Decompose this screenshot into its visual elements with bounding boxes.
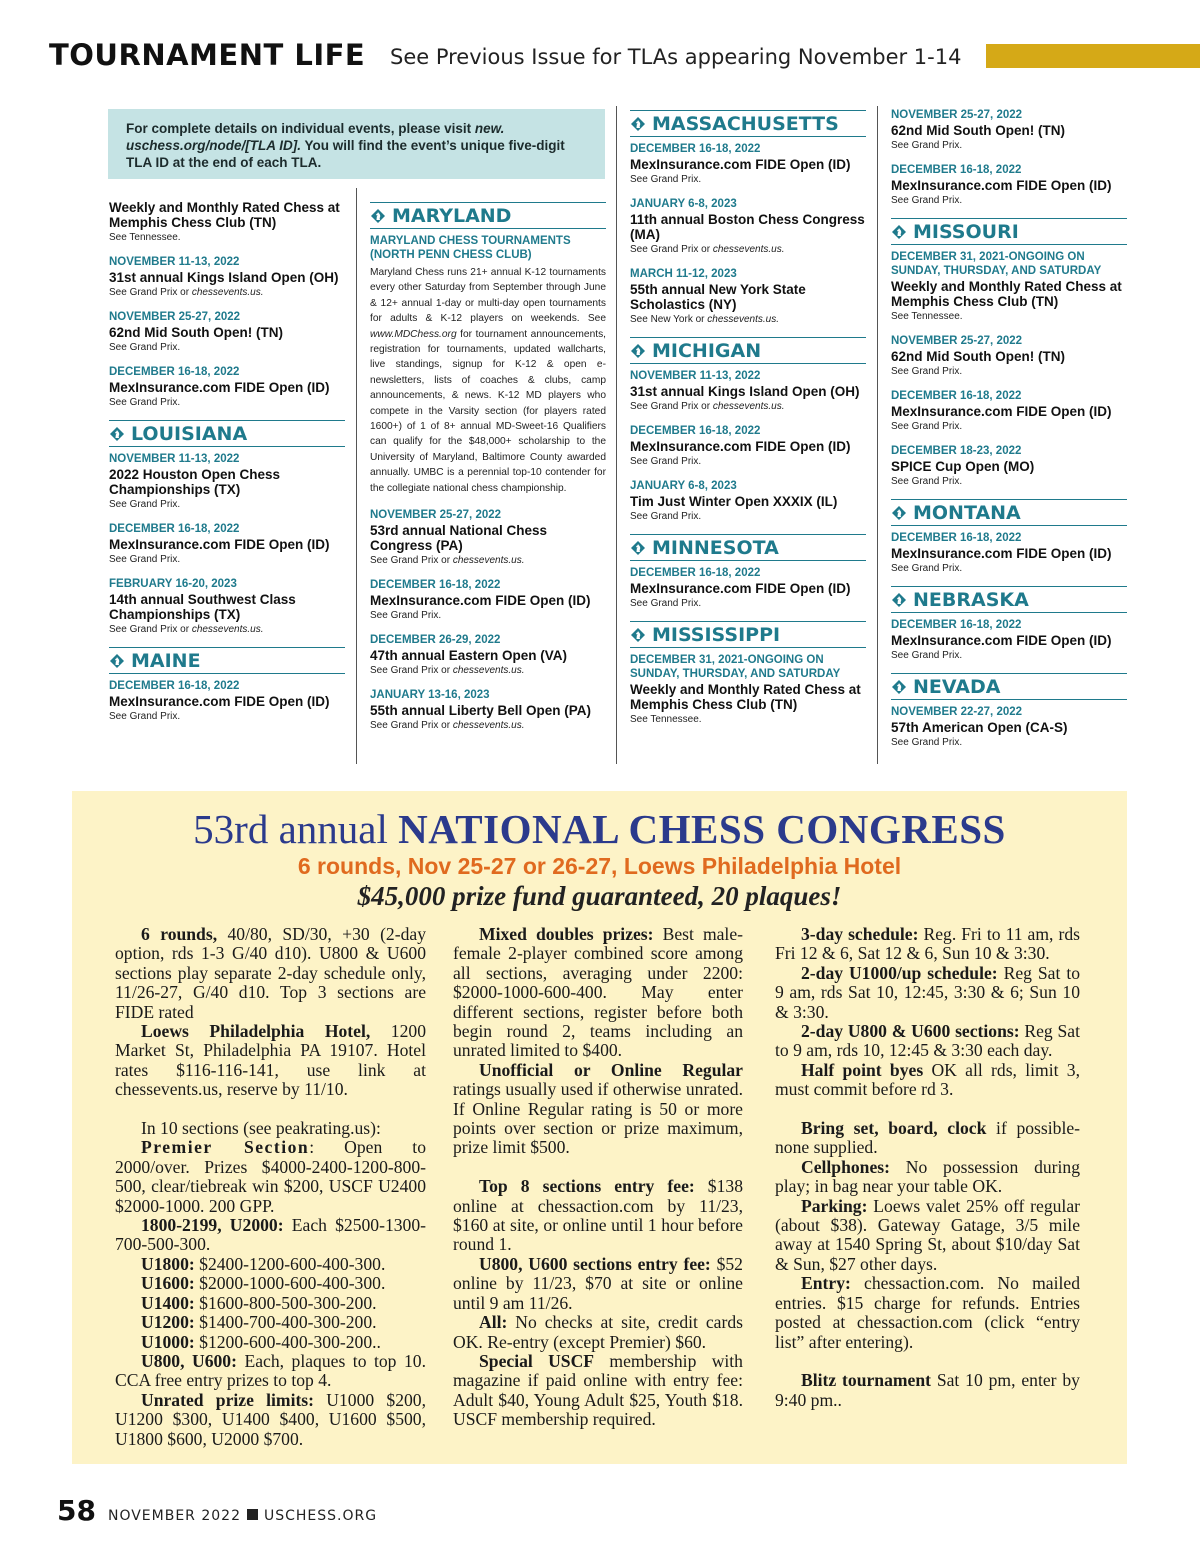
event-reference: See Grand Prix. <box>109 711 181 722</box>
ad-paragraph: Unofficial or Online Regular ratings usually used if otherwise unrated. If Online Regular rating is 50 or more points over section or prize maximum, prize limit $500. <box>453 1059 743 1158</box>
listing-column-1 <box>109 199 345 734</box>
event-name: Weekly and Monthly Rated Chess at Memphis Chess Club (TN) <box>109 200 340 230</box>
chess-knight-icon <box>891 505 907 521</box>
event-listing <box>370 633 606 677</box>
state-heading-nebraska: NEBRASKA <box>891 586 1127 613</box>
event-name: 53rd annual National Chess Congress (PA) <box>370 523 548 554</box>
event-listing <box>630 653 866 726</box>
listing-column-3 <box>630 102 866 737</box>
event-date: DECEMBER 16-18, 2022 <box>630 567 761 579</box>
state-heading-missouri: MISSOURI <box>891 218 1127 245</box>
event-listing <box>891 444 1127 488</box>
event-name: 57th American Open (CA-S) <box>891 720 1068 735</box>
event-name: MexInsurance.com FIDE Open (ID) <box>109 380 330 395</box>
event-listing <box>370 688 606 732</box>
event-date: DECEMBER 16-18, 2022 <box>630 425 761 437</box>
page-number: 58 <box>57 1494 96 1527</box>
ad-paragraph: Half point byes OK all rds, limit 3, must commit before rd 3. <box>775 1059 1080 1100</box>
ad-paragraph: Premier Section: Open to 2000/over. Prizes $4000-2400-1200-800-500, clear/tiebreak win $200, USCF U2400 $2000-1000. 200 GPP. <box>115 1137 426 1216</box>
event-date: DECEMBER 16-18, 2022 <box>891 619 1022 631</box>
event-name: Tim Just Winter Open XXXIX (IL) <box>630 494 838 509</box>
state-heading-nevada: NEVADA <box>891 673 1127 700</box>
event-name: 62nd Mid South Open! (TN) <box>891 123 1065 138</box>
state-heading-montana: MONTANA <box>891 499 1127 526</box>
event-reference: See Grand Prix. <box>891 195 963 206</box>
event-reference: See New York or chessevents.us. <box>630 314 779 325</box>
square-separator-icon <box>247 1509 258 1520</box>
event-reference: See Grand Prix. <box>891 421 963 432</box>
event-date: JANUARY 6-8, 2023 <box>630 198 737 210</box>
event-listing <box>891 250 1127 323</box>
event-date: DECEMBER 31, 2021-ONGOING ON SUNDAY, THURSDAY, AND SATURDAY <box>630 654 841 680</box>
ad-paragraph: Top 8 sections entry fee: $138 online at chessaction.com by 11/23, $160 at site, or online until 1 hour before round 1. <box>453 1176 743 1255</box>
event-reference: See Grand Prix or chessevents.us. <box>370 720 525 732</box>
event-reference: See Grand Prix or chessevents.us. <box>370 665 525 677</box>
event-date: DECEMBER 16-18, 2022 <box>109 523 240 535</box>
ad-paragraph: U800, U600 sections entry fee: $52 online by 11/23, $70 at site or online until 9 am 11/26. <box>453 1253 743 1313</box>
ad-paragraph: Entry: chessaction.com. No mailed entries. $15 charge for refunds. Entries posted at chessaction.com (click “entry list” after entering). <box>775 1273 1080 1352</box>
event-name: MexInsurance.com FIDE Open (ID) <box>891 546 1112 561</box>
event-date: DECEMBER 16-18, 2022 <box>891 164 1022 176</box>
ad-paragraph: Mixed doubles prizes: Best male-female 2-player combined score among all sections, averaging under 2200: $2000-1000-600-400. May enter different sections, register before both begin round 2, teams including an unrated limited to $400. <box>453 924 743 1061</box>
ad-paragraph: Loews Philadelphia Hotel, 1200 Market St, Philadelphia PA 19107. Hotel rates $116-116-141, use link at chessevents.us, reserve by 11/10. <box>115 1021 426 1100</box>
ad-paragraph: Special USCF membership with magazine if paid online with entry fee: Adult $40, Young Adult $25, Youth $18. USCF membership required. <box>453 1350 743 1430</box>
ad-paragraph: 6 rounds, 40/80, SD/30, +30 (2-day option, rds 1-3 G/40 d10). U800 & U600 sections play separate 2-day schedule only, 11/26-27, G/40 d10. Top 3 sections are FIDE rated <box>115 924 426 1022</box>
state-heading-mississippi: MISSISSIPPI <box>630 621 866 648</box>
event-date: JANUARY 6-8, 2023 <box>630 480 737 492</box>
state-heading-michigan: MICHIGAN <box>630 337 866 364</box>
ad-paragraph: In 10 sections (see peakrating.us): <box>141 1118 381 1139</box>
ad-paragraph: U1000: $1200-600-400-300-200.. <box>141 1331 381 1352</box>
event-listing <box>630 197 866 256</box>
event-reference: See Tennessee. <box>630 714 702 725</box>
event-name: MexInsurance.com FIDE Open (ID) <box>891 178 1112 193</box>
tla-url: new. uschess.org/node/[TLA ID]. <box>126 121 505 153</box>
event-date: DECEMBER 16-18, 2022 <box>891 390 1022 402</box>
event-date: NOVEMBER 25-27, 2022 <box>891 109 1023 121</box>
event-listing <box>109 452 345 511</box>
event-listing <box>630 142 866 186</box>
event-listing <box>109 310 345 354</box>
event-date: NOVEMBER 25-27, 2022 <box>109 311 241 323</box>
ad-paragraph: 3-day schedule: Reg. Fri to 11 am, rds Fri 12 & 6, Sat 12 & 6, Sun 10 & 3:30. <box>775 924 1080 964</box>
event-reference: See Grand Prix. <box>630 174 702 185</box>
event-listing <box>109 679 345 723</box>
event-name: MexInsurance.com FIDE Open (ID) <box>630 157 851 172</box>
ad-column-3 <box>775 925 1080 1410</box>
tla-info-note: For complete details on individual events, please visit new. uschess.org/node/[TLA ID]. You will find the event’s unique five-digit TLA ID at the end of each TLA. <box>108 109 605 179</box>
mdchess-url: www.MDChess.org <box>370 328 457 340</box>
event-date: NOVEMBER 11-13, 2022 <box>109 256 240 268</box>
chess-knight-icon <box>109 426 125 442</box>
event-listing <box>891 618 1127 662</box>
event-name: SPICE Cup Open (MO) <box>891 459 1035 474</box>
event-listing <box>891 334 1127 378</box>
event-listing <box>370 578 606 622</box>
event-date: FEBRUARY 16-20, 2023 <box>109 578 237 590</box>
event-listing <box>630 479 866 523</box>
ad-prize-fund: $45,000 prize fund guaranteed, 20 plaques! <box>357 881 842 911</box>
ad-column-2 <box>453 925 743 1430</box>
ad-paragraph: Bring set, board, clock if possible-none supplied. <box>775 1118 1080 1158</box>
ad-paragraph: 1800-2199, U2000: Each $2500-1300-700-500-300. <box>115 1215 426 1255</box>
event-name: 31st annual Kings Island Open (OH) <box>630 384 860 399</box>
event-listing <box>109 255 345 299</box>
event-name: 31st annual Kings Island Open (OH) <box>109 270 339 285</box>
ad-paragraph: 2-day U800 & U600 sections: Reg Sat to 9 am, rds 10, 12:45 & 3:30 each day. <box>775 1021 1080 1061</box>
event-name: MexInsurance.com FIDE Open (ID) <box>630 439 851 454</box>
event-name: 14th annual Southwest Class Championships (TX) <box>109 592 296 622</box>
event-date: NOVEMBER 25-27, 2022 <box>370 509 502 522</box>
event-reference: See Grand Prix. <box>109 342 181 353</box>
section-subtitle: See Previous Issue for TLAs appearing November 1-14 <box>390 45 962 69</box>
chess-knight-icon <box>630 627 646 643</box>
event-name: MexInsurance.com FIDE Open (ID) <box>891 404 1112 419</box>
event-reference: See Grand Prix. <box>630 511 702 522</box>
chess-knight-icon <box>109 653 125 669</box>
column-divider <box>356 188 357 764</box>
event-name: MexInsurance.com FIDE Open (ID) <box>109 537 330 552</box>
ad-paragraph: U1800: $2400-1200-600-400-300. <box>141 1253 386 1274</box>
event-name: 47th annual Eastern Open (VA) <box>370 648 568 664</box>
event-date: NOVEMBER 22-27, 2022 <box>891 706 1023 718</box>
section-title: TOURNAMENT LIFE <box>49 38 366 72</box>
event-listing <box>891 705 1127 749</box>
listing-column-4 <box>891 108 1127 760</box>
event-name: MexInsurance.com FIDE Open (ID) <box>630 581 851 596</box>
maryland-description: Maryland Chess runs 21+ annual K-12 tournaments every other Saturday from September through June & 12+ annual 1-day or multi-day open tournaments for adults & K-12 players on weekends. See www.MDChess.org for tournament announcements, registration for tournaments, updated wallcharts, live standings, signup for K-12 & open e-newsletters, lists of coaches & clubs, camp announcements, & news. K-12 MD players who compete in the Varsity section (for players rated 1600+) of 1 of 8+ annual MD-Sweet-16 Qualifiers can qualify for the $48,000+ scholarship to the University of Maryland, Baltimore County awarded annually. UMBC is a perennial top-10 contender for the collegiate national chess championship. <box>370 267 606 494</box>
ad-paragraph: U1400: $1600-800-500-300-200. <box>141 1292 377 1313</box>
event-reference: See Grand Prix or chessevents.us. <box>109 287 264 298</box>
event-date: JANUARY 13-16, 2023 <box>370 689 490 702</box>
column-divider <box>616 106 617 764</box>
event-name: 62nd Mid South Open! (TN) <box>891 349 1065 364</box>
event-reference: See Grand Prix. <box>891 563 963 574</box>
event-listing <box>109 522 345 566</box>
ad-paragraph: All: No checks at site, credit cards OK. Re-entry (except Premier) $60. <box>453 1312 743 1352</box>
event-name: 55th annual Liberty Bell Open (PA) <box>370 703 592 719</box>
listing-column-2 <box>370 194 606 743</box>
event-listing <box>891 389 1127 433</box>
state-heading-massachusetts: MASSACHUSETTS <box>630 110 866 137</box>
ad-paragraph: Unrated prize limits: U1000 $200, U1200 $300, U1400 $400, U1600 $500, U1800 $600, U2000 $700. <box>115 1389 426 1449</box>
event-reference: See Grand Prix. <box>891 366 963 377</box>
ad-paragraph: 2-day U1000/up schedule: Reg Sat to 9 am, rds Sat 10, 12:45, 3:30 & 6; Sun 10 & 3:30. <box>775 962 1080 1022</box>
ad-title: 53rd annual NATIONAL CHESS CONGRESS <box>193 806 1006 852</box>
event-name: MexInsurance.com FIDE Open (ID) <box>891 633 1112 648</box>
event-reference: See Grand Prix. <box>109 499 181 510</box>
chess-knight-icon <box>370 208 386 224</box>
event-reference: See Tennessee. <box>891 311 963 322</box>
event-listing <box>891 108 1127 152</box>
ad-paragraph: Cellphones: No possession during play; in bag near your table OK. <box>775 1156 1080 1197</box>
event-date: DECEMBER 16-18, 2022 <box>109 366 240 378</box>
event-name: 2022 Houston Open Chess Championships (TX) <box>109 467 281 497</box>
event-reference: See Grand Prix or chessevents.us. <box>109 624 264 635</box>
event-name: 11th annual Boston Chess Congress (MA) <box>630 212 865 242</box>
chess-knight-icon <box>630 540 646 556</box>
event-reference: See Grand Prix. <box>109 554 181 565</box>
chess-knight-icon <box>891 679 907 695</box>
event-listing <box>891 531 1127 575</box>
site-label: USCHESS.ORG <box>263 1508 378 1524</box>
event-date: DECEMBER 18-23, 2022 <box>891 445 1022 457</box>
event-name: Weekly and Monthly Rated Chess at Memphis Chess Club (TN) <box>891 279 1122 309</box>
event-listing <box>891 163 1127 207</box>
ad-subtitle: 6 rounds, Nov 25-27 or 26-27, Loews Philadelphia Hotel <box>297 853 902 879</box>
event-name: MexInsurance.com FIDE Open (ID) <box>109 694 330 709</box>
state-heading-maryland: MARYLAND <box>370 202 606 229</box>
state-heading-minnesota: MINNESOTA <box>630 534 866 561</box>
event-date: DECEMBER 31, 2021-ONGOING ON SUNDAY, THURSDAY, AND SATURDAY <box>891 251 1102 277</box>
event-date: MARCH 11-12, 2023 <box>630 268 737 280</box>
ad-paragraph: U800, U600: Each, plaques to top 10. CCA free entry prizes to top 4. <box>115 1350 426 1391</box>
event-date: NOVEMBER 11-13, 2022 <box>109 453 240 465</box>
event-date: NOVEMBER 11-13, 2022 <box>630 370 761 382</box>
event-heading: MARYLAND CHESS TOURNAMENTS (NORTH PENN CHESS CLUB) <box>370 235 571 261</box>
event-name: MexInsurance.com FIDE Open (ID) <box>370 593 591 609</box>
event-listing <box>630 267 866 326</box>
event-reference: See Grand Prix. <box>891 650 963 661</box>
event-listing <box>630 566 866 610</box>
ad-paragraph: Blitz tournament Sat 10 pm, enter by 9:40 pm.. <box>775 1370 1080 1410</box>
event-reference: See Grand Prix. <box>630 456 702 467</box>
event-reference: See Grand Prix. <box>891 476 963 487</box>
chess-knight-icon <box>630 116 646 132</box>
ad-paragraph: U1200: $1400-700-400-300-200. <box>141 1312 377 1333</box>
event-reference: See Grand Prix. <box>891 737 963 748</box>
chess-knight-icon <box>891 224 907 240</box>
national-chess-congress-ad <box>72 791 1127 1464</box>
event-listing <box>370 508 606 567</box>
page-footer <box>57 1494 377 1527</box>
event-listing <box>109 200 345 244</box>
event-reference: See Grand Prix or chessevents.us. <box>370 555 525 567</box>
issue-label: NOVEMBER 2022 <box>107 1508 241 1524</box>
event-reference: See Grand Prix or chessevents.us. <box>630 401 785 412</box>
event-date: DECEMBER 16-18, 2022 <box>109 680 240 692</box>
ad-paragraph: U1600: $2000-1000-600-400-300. <box>141 1273 386 1294</box>
event-date: DECEMBER 16-18, 2022 <box>891 532 1022 544</box>
event-reference: See Tennessee. <box>109 232 181 243</box>
chess-knight-icon <box>891 592 907 608</box>
event-reference: See Grand Prix. <box>891 140 963 151</box>
state-heading-maine: MAINE <box>109 647 345 674</box>
event-reference: See Grand Prix. <box>630 598 702 609</box>
header-accent-bar <box>986 44 1200 68</box>
ad-paragraph: Parking: Loews valet 25% off regular (about $38). Gateway Gatage, 3/5 mile away at 1540 Spring St, about $10/day Sat & Sun, $27 other days. <box>775 1195 1080 1274</box>
event-listing <box>109 577 345 636</box>
event-listing <box>630 369 866 413</box>
event-name: Weekly and Monthly Rated Chess at Memphis Chess Club (TN) <box>630 682 861 712</box>
event-date: DECEMBER 26-29, 2022 <box>370 634 501 647</box>
event-reference: See Grand Prix. <box>370 610 442 622</box>
event-reference: See Grand Prix or chessevents.us. <box>630 244 785 255</box>
column-divider <box>877 106 878 764</box>
event-date: DECEMBER 16-18, 2022 <box>370 579 501 592</box>
chess-knight-icon <box>630 343 646 359</box>
state-heading-louisiana: LOUISIANA <box>109 420 345 447</box>
event-name: 62nd Mid South Open! (TN) <box>109 325 283 340</box>
event-reference: See Grand Prix. <box>109 397 181 408</box>
event-listing <box>630 424 866 468</box>
event-listing <box>109 365 345 409</box>
event-date: NOVEMBER 25-27, 2022 <box>891 335 1023 347</box>
event-name: 55th annual New York State Scholastics (NY) <box>630 282 806 312</box>
ad-column-1 <box>115 925 426 1449</box>
event-date: DECEMBER 16-18, 2022 <box>630 143 761 155</box>
